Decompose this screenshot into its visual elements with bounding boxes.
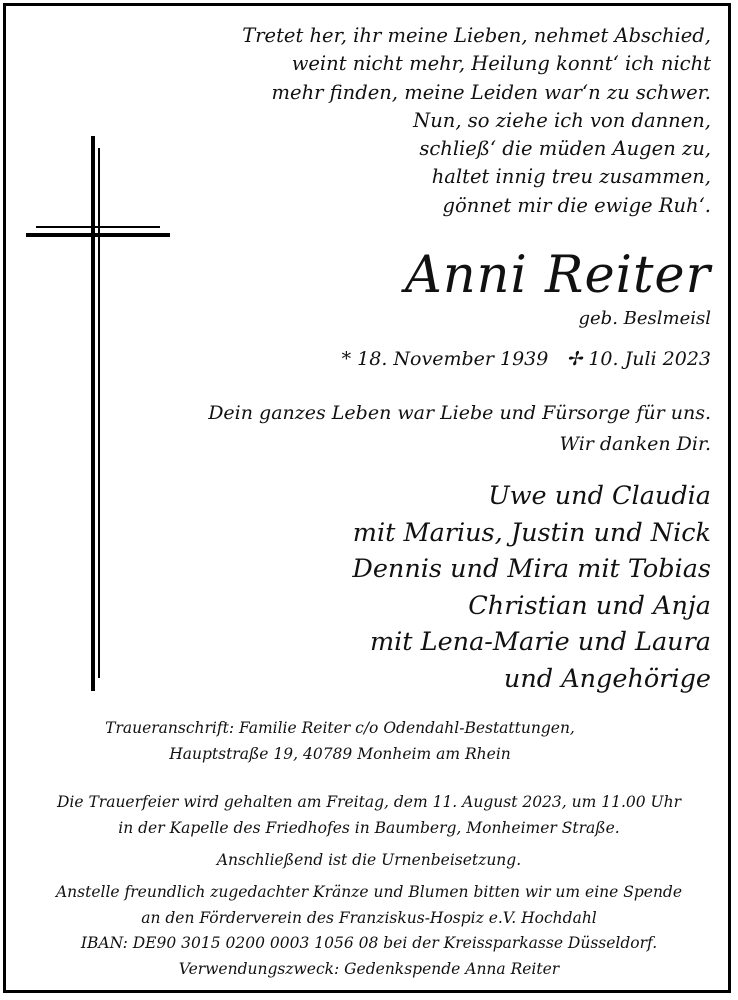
donation-info	[10, 880, 728, 982]
donation-line: Verwendungszweck: Gedenkspende Anna Reiter	[178, 959, 560, 978]
deceased-name: Anni Reiter	[405, 246, 711, 305]
poem-line: Tretet her, ihr meine Lieben, nehmet Abschied,	[242, 24, 711, 47]
thanks-line: Dein ganzes Leben war Liebe und Fürsorge für uns.	[208, 402, 711, 424]
mourner-line: und Angehörige	[503, 663, 711, 694]
poem-line: haltet innig treu zusammen,	[431, 165, 711, 189]
address-line: Hauptstraße 19, 40789 Monheim am Rhein	[169, 744, 511, 763]
mourner-line: mit Marius, Justin und Nick	[352, 517, 711, 548]
poem-line: gönnet mir die ewige Ruh‘.	[442, 193, 711, 217]
donation-line: an den Förderverein des Franziskus-Hospiz e.V. Hochdahl	[141, 908, 597, 927]
death-date: ✢ 10. Juli 2023	[566, 348, 711, 370]
birth-date: * 18. November 1939	[341, 348, 549, 370]
donation-line: Anstelle freundlich zugedachter Kränze und Blumen bitten wir um eine Spende	[55, 883, 683, 901]
mourner-line: Uwe und Claudia	[488, 481, 711, 511]
ceremony-line: in der Kapelle des Friedhofes in Baumberg, Monheimer Straße.	[118, 818, 620, 837]
poem-line: Nun, so ziehe ich von dannen,	[413, 108, 711, 132]
cross-beam-horizontal	[26, 233, 170, 237]
ceremony-line: Die Trauerfeier wird gehalten am Freitag, dem 11. August 2023, um 11.00 Uhr	[56, 793, 682, 811]
life-dates	[342, 348, 711, 370]
urn-burial-note: Anschließend ist die Urnenbeisetzung.	[216, 851, 522, 869]
ceremony-info	[10, 790, 728, 841]
birth-name: geb. Beslmeisl	[578, 308, 711, 329]
mourning-address	[0, 716, 680, 767]
mourners-list	[352, 478, 711, 698]
poem-line: weint nicht mehr, Heilung konnt‘ ich nicht	[291, 52, 711, 76]
thanks-text	[208, 398, 711, 460]
thanks-line: Wir danken Dir.	[559, 433, 711, 455]
donation-line: IBAN: DE90 3015 0200 0003 1056 08 bei der Kreissparkasse Düsseldorf.	[80, 934, 658, 952]
mourner-line: Christian und Anja	[468, 590, 711, 621]
poem-line: mehr finden, meine Leiden war‘n zu schwer.	[271, 80, 711, 104]
mourner-line: Dennis und Mira mit Tobias	[352, 554, 711, 585]
cross-beam-vertical	[91, 136, 95, 691]
poem-line: schließ‘ die müden Augen zu,	[419, 137, 711, 161]
mourner-line: mit Lena-Marie und Laura	[369, 627, 711, 658]
poem	[151, 22, 711, 220]
cross-beam-horizontal-thin	[36, 226, 160, 228]
address-line: Traueranschrift: Familie Reiter c/o Odendahl-Bestattungen,	[105, 719, 575, 737]
